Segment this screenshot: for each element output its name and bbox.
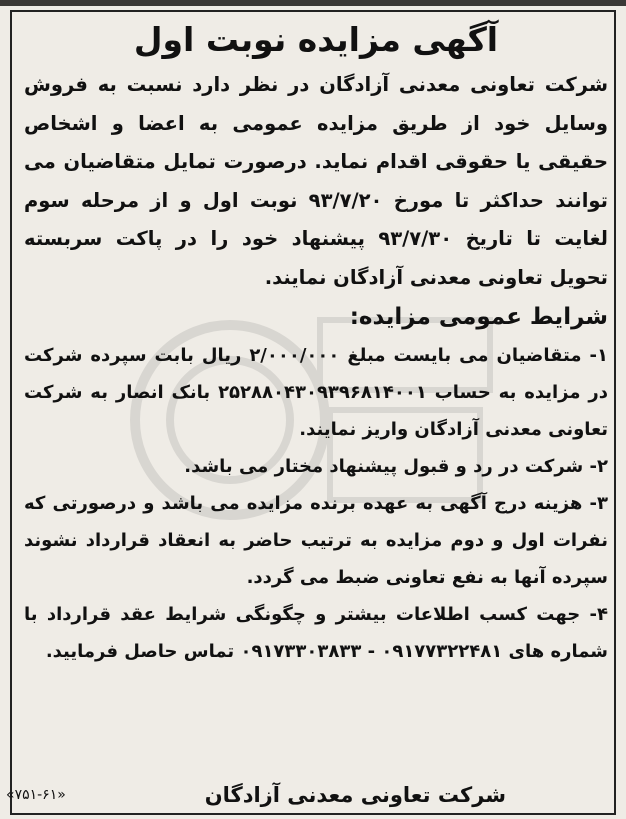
condition-item-2: ۲- شرکت در رد و قبول پیشنهاد مختار می باشد. — [184, 456, 608, 477]
notice-code: «۷۵۱-۶۱» — [6, 787, 66, 803]
notice-footer — [0, 775, 626, 815]
conditions-heading: شرایط عمومی مزایده: — [349, 304, 608, 330]
intro-paragraph: شرکت تعاونی معدنی آزادگان در نظر دارد نسبت به فروش وسایل خود از طریق مزایده عمومی به اعضا و اشخاص حقیقی یا حقوقی اقدام نماید. درصورت تمایل متقاضیان می توانند حداکثر تا مورخ ۹۳/۷/۲۰ نوبت اول و از مرحله سوم لغایت تا تاریخ ۹۳/۷/۳۰ پیشنهاد خود را در پاکت سربسته تحویل تعاونی معدنی آزادگان نمایند. — [24, 73, 608, 289]
notice-body — [24, 14, 608, 813]
notice-title: آگهی مزایده نوبت اول — [133, 20, 499, 59]
condition-item-4: ۴- جهت کسب اطلاعات بیشتر و چگونگی شرایط عقد قرارداد با شماره های ۰۹۱۷۷۳۲۲۴۸۱ - ۰۹۱۷۳۳۰۳۸۳۳ تماس حاصل فرمایید. — [24, 604, 608, 662]
top-rule — [0, 0, 626, 6]
signature: شرکت تعاونی معدنی آزادگان — [204, 783, 506, 807]
condition-item-3: ۳- هزینه درج آگهی به عهده برنده مزایده می باشد و درصورتی که نفرات اول و دوم مزایده به ترتیب حاضر به انعقاد قرارداد نشوند سپرده آنها به نفع تعاونی ضبط می گردد. — [24, 493, 608, 588]
condition-item-1: ۱- متقاضیان می بایست مبلغ ۲/۰۰۰/۰۰۰ ریال بابت سپرده شرکت در مزایده به حساب ۲۵۲۸۸۰۴۳۰۹۳۹۶۸۱۴۰۰۱ بانک انصار به شرکت تعاونی معدنی آزادگان واریز نمایند. — [24, 345, 608, 440]
